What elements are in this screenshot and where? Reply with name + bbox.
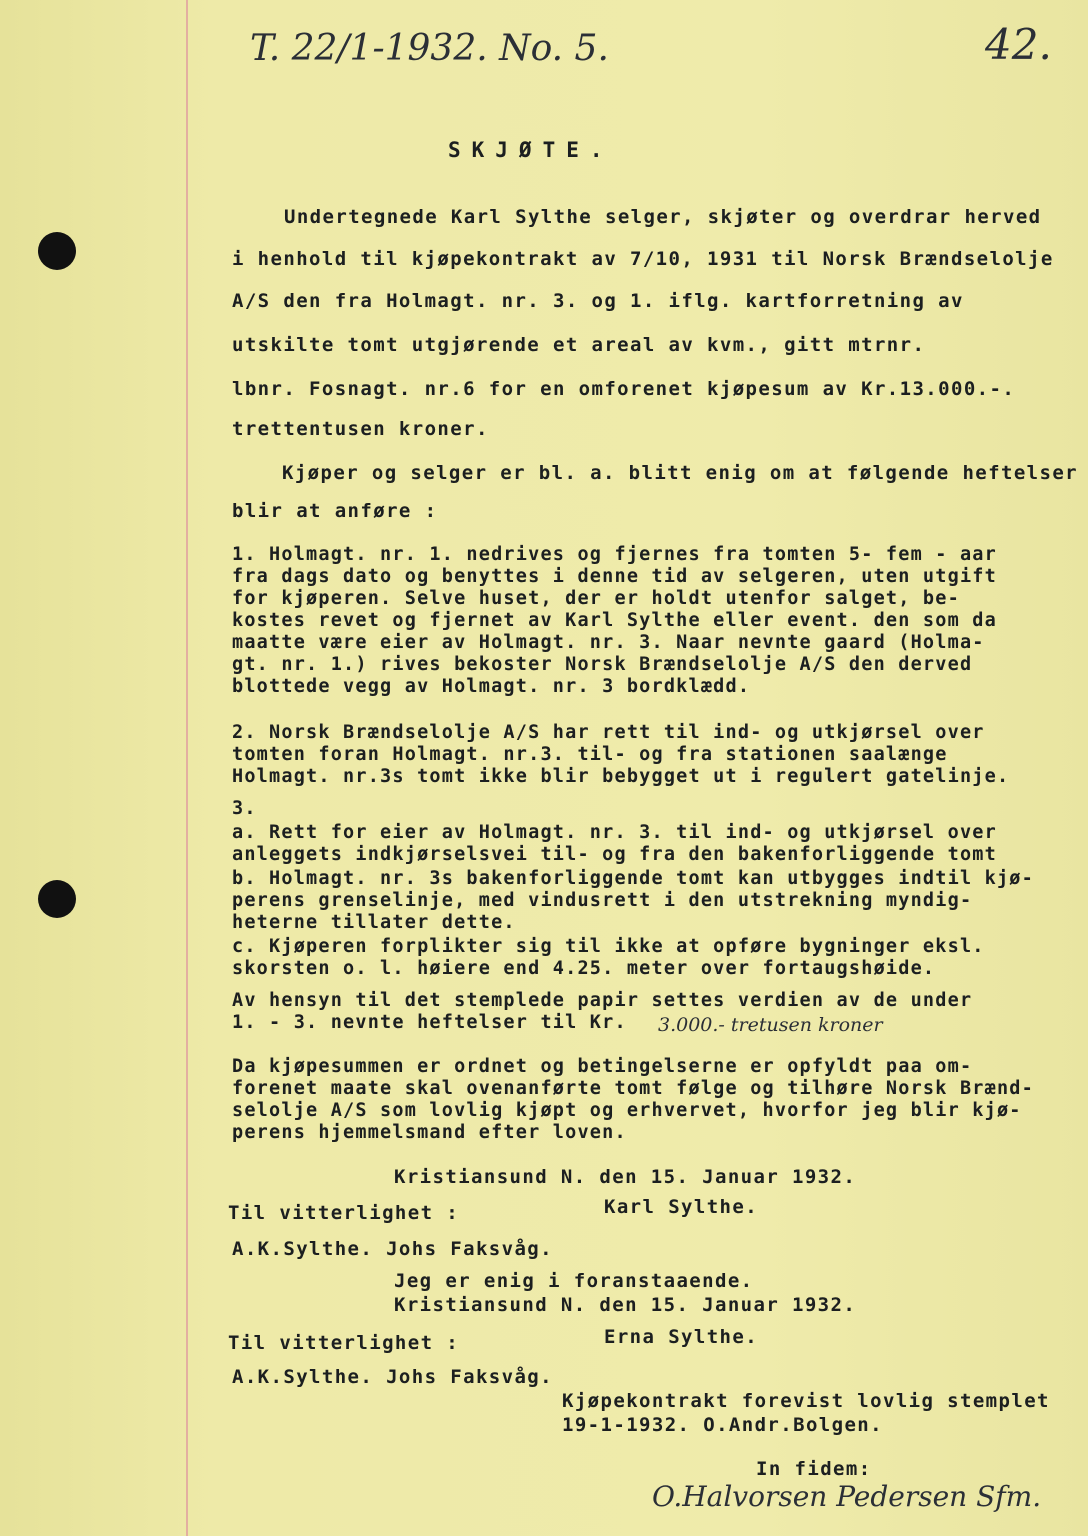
text-line: maatte være eier av Holmagt. nr. 3. Naar nevnte gaard (Holma- [232,632,985,653]
text-line: forenet maate skal ovenanførte tomt følge og tilhøre Norsk Brænd- [232,1078,1034,1099]
witness-label: Til vitterlighet : [228,1332,460,1354]
text-line: Av hensyn til det stemplede papir settes verdien av de under [232,990,973,1011]
text-line: for kjøperen. Selve huset, der er holdt utenfor salget, be- [232,588,960,609]
text-line: utskilte tomt utgjørende et areal av kvm., gitt mtrnr. [232,334,926,356]
text-line: 1. - 3. nevnte heftelser til Kr. [232,1012,627,1033]
text-line: i henhold til kjøpekontrakt av 7/10, 1931 til Norsk Brændselolje [232,248,1054,270]
margin-line [186,0,188,1536]
text-line: lbnr. Fosnagt. nr.6 for en omforenet kjøpesum av Kr.13.000.-. [232,378,1016,400]
text-line: Holmagt. nr.3s tomt ikke blir bebygget ut i regulert gatelinje. [232,766,1010,787]
text-line: blir at anføre : [232,500,438,522]
text-line: 1. Holmagt. nr. 1. nedrives og fjernes fra tomten 5- fem - aar [232,544,997,565]
seller-signature: Karl Sylthe. [604,1196,759,1218]
witness-names: A.K.Sylthe. Johs Faksvåg. [232,1238,553,1260]
text-line: anleggets indkjørselsvei til- og fra den bakenforliggende tomt [232,844,997,865]
punch-hole-bottom [38,880,76,918]
punch-hole-top [38,232,76,270]
stamp-note: 19-1-1932. O.Andr.Bolgen. [562,1414,883,1436]
consent-line: Jeg er enig i foranstaaende. [394,1270,754,1292]
text-line: 2. Norsk Brændselolje A/S har rett til ind- og utkjørsel over [232,722,985,743]
text-line: perens hjemmelsmand efter loven. [232,1122,627,1143]
text-line: perens grenselinje, med vindusrett i den utstrekning myndig- [232,890,973,911]
witness-label: Til vitterlighet : [228,1202,460,1224]
header-reference: T. 22/1-1932. No. 5. [250,28,609,69]
document-title: SKJØTE. [448,138,614,162]
text-line: Da kjøpesummen er ordnet og betingelserne er opfyldt paa om- [232,1056,973,1077]
text-line: kostes revet og fjernet av Karl Sylthe eller event. den som da [232,610,997,631]
text-line: a. Rett for eier av Holmagt. nr. 3. til ind- og utkjørsel over [232,822,997,843]
text-line: c. Kjøperen forplikter sig til ikke at opføre bygninger eksl. [232,936,985,957]
text-line: A/S den fra Holmagt. nr. 3. og 1. iflg. kartforretning av [232,290,964,312]
text-line: b. Holmagt. nr. 3s bakenforliggende tomt kan utbygges indtil kjø- [232,868,1034,889]
spouse-signature: Erna Sylthe. [604,1326,759,1348]
stamp-note: Kjøpekontrakt forevist lovlig stemplet [562,1390,1050,1412]
text-line: Undertegnede Karl Sylthe selger, skjøter og overdrar herved [284,206,1042,228]
text-line: skorsten o. l. høiere end 4.25. meter over fortaugshøide. [232,958,936,979]
text-line: 3. [232,798,257,819]
place-date: Kristiansund N. den 15. Januar 1932. [394,1166,857,1188]
text-line: trettentusen kroner. [232,418,489,440]
witness-names: A.K.Sylthe. Johs Faksvåg. [232,1366,553,1388]
text-line: gt. nr. 1.) rives bekoster Norsk Brændselolje A/S den derved [232,654,973,675]
place-date: Kristiansund N. den 15. Januar 1932. [394,1294,857,1316]
text-line: Kjøper og selger er bl. a. blitt enig om at følgende heftelser [282,462,1079,484]
official-signature: O.Halvorsen Pedersen Sfm. [652,1480,1042,1513]
text-line: fra dags dato og benyttes i denne tid av selgeren, uten utgift [232,566,997,587]
handwritten-amount: 3.000.- tretusen kroner [658,1014,883,1036]
page-number: 42. [985,20,1052,69]
text-line: heterne tillater dette. [232,912,516,933]
text-line: selolje A/S som lovlig kjøpt og erhvervet, hvorfor jeg blir kjø- [232,1100,1022,1121]
in-fidem-label: In fidem: [756,1458,872,1480]
text-line: blottede vegg av Holmagt. nr. 3 bordklædd. [232,676,751,697]
text-line: tomten foran Holmagt. nr.3. til- og fra stationen saalænge [232,744,948,765]
